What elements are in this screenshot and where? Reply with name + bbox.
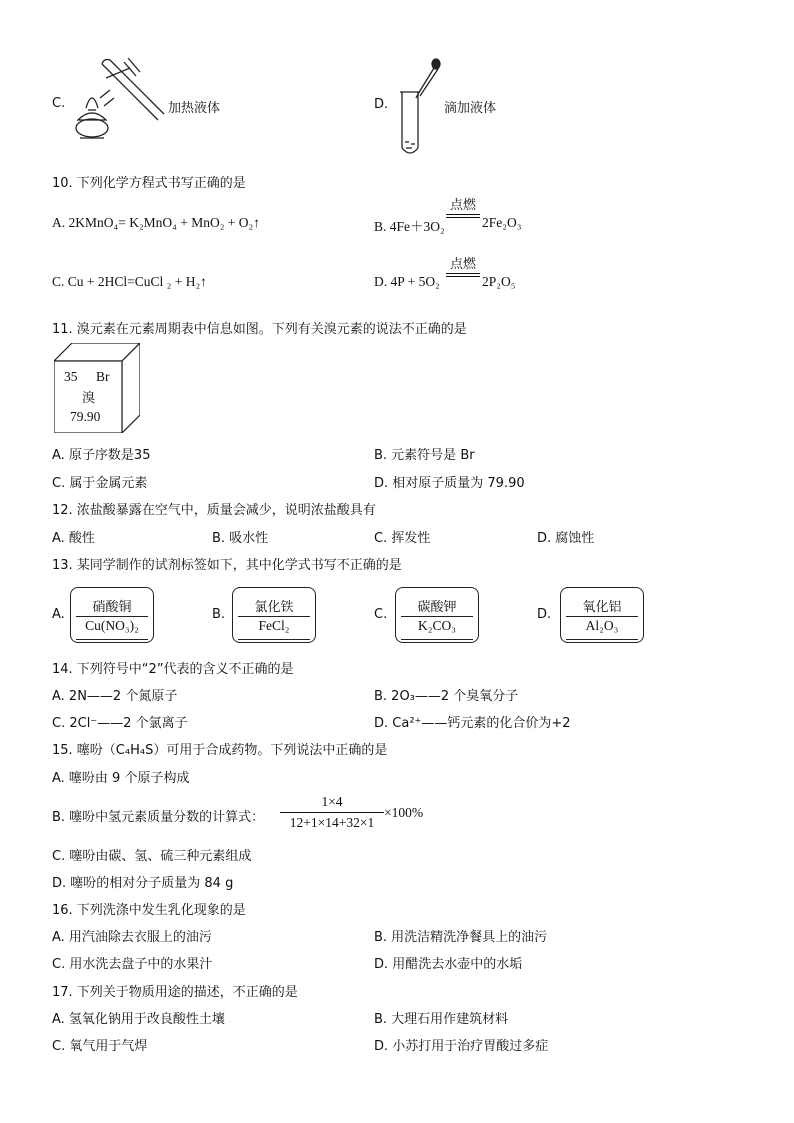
reagent-name: 氯化铁 — [254, 600, 294, 615]
q17-option-d: D. 小苏打用于治疗胃酸过多症 — [374, 1039, 549, 1054]
heating-liquid-apparatus-icon — [66, 58, 166, 146]
q10-option-b-condition — [446, 199, 480, 218]
q16-option-c: C. 用水洗去盘子中的水果汁 — [52, 957, 213, 972]
q9-option-c-letter: C. — [52, 96, 66, 111]
q15-option-a: A. 噻吩由 9 个原子构成 — [52, 771, 190, 786]
q13-label-a-letter: A. — [52, 607, 65, 622]
q10-option-a: A. 2KMnO₄= K₂MnO₄ + MnO₂ + O₂↑ — [52, 215, 261, 230]
q12-stem: 12. 浓盐酸暴露在空气中，质量会减少，说明浓盐酸具有 — [52, 503, 376, 518]
fraction-numerator: 1×4 — [321, 794, 343, 809]
reagent-formula: K₂CO₃ — [418, 618, 456, 633]
reagent-name: 氧化铝 — [582, 600, 622, 615]
q11-option-a: A. 原子序数是35 — [52, 448, 151, 463]
q17-option-c: C. 氧气用于气焊 — [52, 1039, 148, 1054]
q15-hydrogen-fraction — [280, 794, 384, 831]
q15-option-d: D. 噻吩的相对分子质量为 84 g — [52, 876, 234, 891]
q14-stem: 14. 下列符号中“2”代表的含义不正确的是 — [52, 662, 294, 677]
reagent-label-d — [560, 587, 644, 643]
atomic-mass: 79.90 — [70, 409, 101, 424]
reagent-formula: Cu(NO₃)₂ — [85, 618, 139, 633]
q10-option-d-lhs: D. 4P + 5O₂ — [374, 274, 440, 289]
q10-b-ignite-label: 点燃 — [449, 198, 476, 213]
reagent-formula: Al₂O₃ — [585, 618, 619, 633]
q15-option-c: C. 噻吩由碳、氢、硫三种元素组成 — [52, 849, 252, 864]
dropper-test-tube-icon — [396, 58, 444, 160]
q15-option-b-suffix: ×100% — [384, 805, 424, 820]
q10-option-c: C. Cu + 2HCl=CuCl ₂ + H₂↑ — [52, 274, 207, 289]
reagent-formula: FeCl₂ — [258, 618, 290, 633]
q13-label-b-letter: B. — [212, 607, 226, 622]
reagent-label-a — [70, 587, 154, 643]
q10-d-ignite-label: 点燃 — [449, 257, 476, 272]
q12-option-d: D. 腐蚀性 — [537, 531, 595, 546]
q15-option-b-prefix: B. 噻吩中氢元素质量分数的计算式： — [52, 810, 265, 825]
q14-option-b: B. 2O₃——2 个臭氧分子 — [374, 689, 519, 704]
q10-stem: 10. 下列化学方程式书写正确的是 — [52, 176, 246, 191]
q11-option-c: C. 属于金属元素 — [52, 476, 148, 491]
fraction-denominator: 12+1×14+32×1 — [289, 815, 375, 830]
q9-option-d-text: 滴加液体 — [444, 101, 497, 116]
q13-label-c-letter: C. — [374, 607, 388, 622]
reagent-name: 碳酸钾 — [417, 600, 457, 615]
q17-option-a: A. 氢氧化钠用于改良酸性土壤 — [52, 1012, 225, 1027]
q10-option-b-rhs: 2Fe₂O₃ — [482, 215, 522, 230]
q16-option-d: D. 用醋洗去水壶中的水垢 — [374, 957, 523, 972]
q15-stem: 15. 噻吩（C₄H₄S）可用于合成药物。下列说法中正确的是 — [52, 743, 388, 758]
q14-option-c: C. 2Cl⁻——2 个氯离子 — [52, 716, 188, 731]
reagent-name: 硝酸铜 — [92, 600, 132, 615]
q16-stem: 16. 下列洗涤中发生乳化现象的是 — [52, 903, 246, 918]
q11-stem: 11. 溴元素在元素周期表中信息如图。下列有关溴元素的说法不正确的是 — [52, 322, 467, 337]
q10-option-d-rhs: 2P₂O₅ — [482, 274, 516, 289]
q12-option-a: A. 酸性 — [52, 531, 95, 546]
element-symbol: Br — [96, 369, 110, 384]
q9-option-d-letter: D. — [374, 97, 389, 112]
q11-option-d: D. 相对原子质量为 79.90 — [374, 476, 525, 491]
atomic-number: 35 — [64, 369, 78, 384]
q13-stem: 13. 某同学制作的试剂标签如下，其中化学式书写不正确的是 — [52, 558, 402, 573]
q10-option-b-lhs: B. 4Fe＋3O₂ — [374, 219, 445, 234]
q12-option-b: B. 吸水性 — [212, 531, 269, 546]
q16-option-b: B. 用洗洁精洗净餐具上的油污 — [374, 930, 548, 945]
reagent-label-c — [395, 587, 479, 643]
element-name: 溴 — [82, 391, 96, 406]
q10-option-d-condition — [446, 258, 480, 277]
q16-option-a: A. 用汽油除去衣服上的油污 — [52, 930, 212, 945]
reagent-label-b — [232, 587, 316, 643]
bromine-element-cell — [54, 343, 140, 433]
q14-option-d: D. Ca²⁺——钙元素的化合价为+2 — [374, 716, 571, 731]
q17-option-b: B. 大理石用作建筑材料 — [374, 1012, 509, 1027]
q17-stem: 17. 下列关于物质用途的描述，不正确的是 — [52, 985, 298, 1000]
q13-label-d-letter: D. — [537, 607, 552, 622]
q11-option-b: B. 元素符号是 Br — [374, 448, 475, 463]
q12-option-c: C. 挥发性 — [374, 531, 431, 546]
q9-option-c-text: 加热液体 — [168, 101, 221, 116]
q14-option-a: A. 2N——2 个氮原子 — [52, 689, 178, 704]
